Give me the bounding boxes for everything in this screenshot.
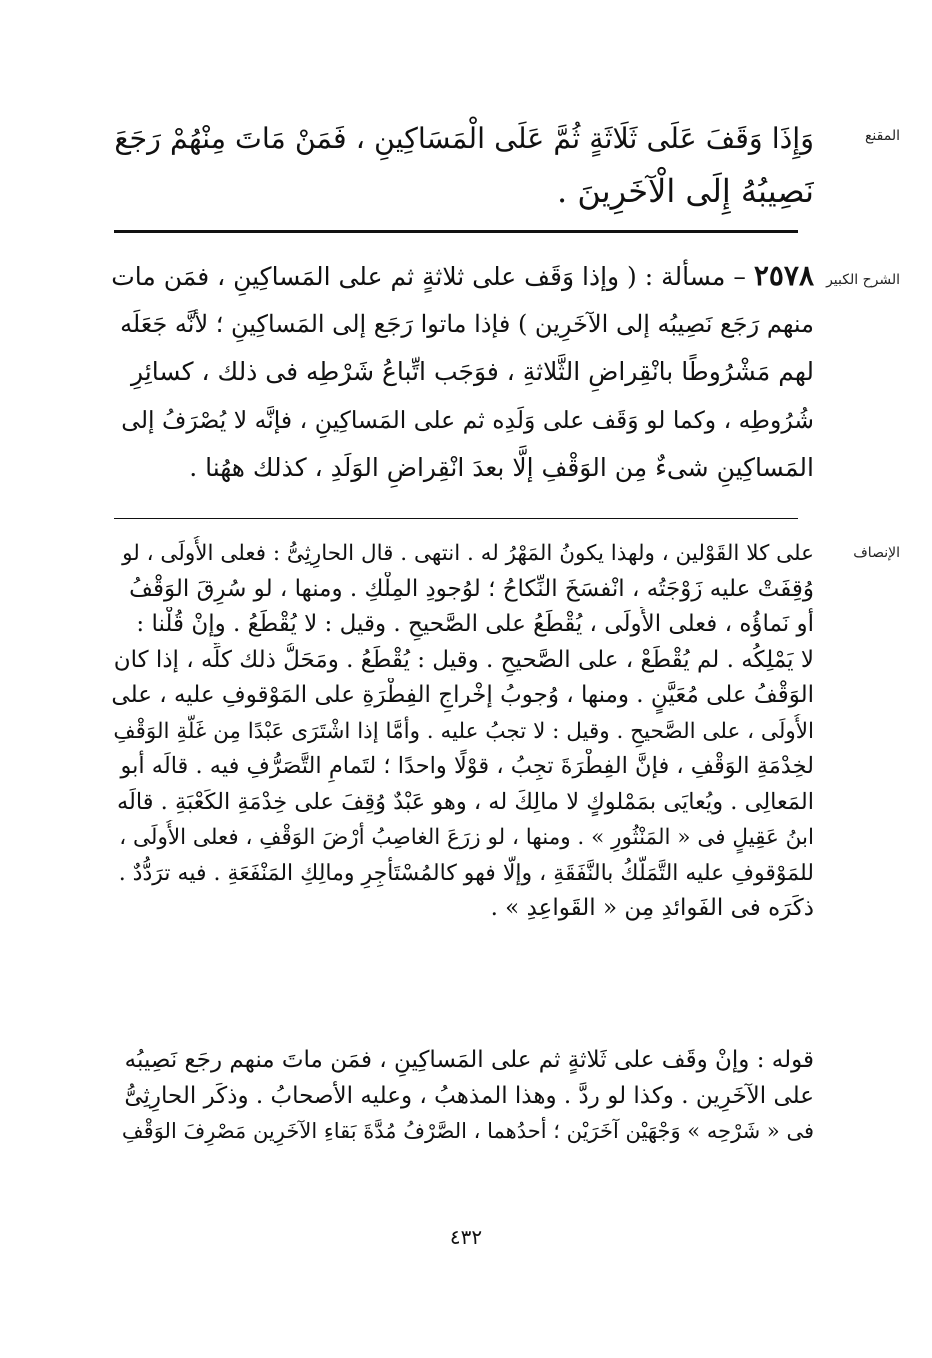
sharh-text: [110, 252, 814, 492]
insaf-line: للمَوْقوفِ عليه التَّمَلُّكُ بالنَّفَقَةِ ، وإلَّا فهو كالمُسْتَأْجِرِ ومالِكِ المَنْفَعَةِ . فيه ترَدُّدٌ .: [118, 860, 814, 886]
issue-number: ٢٥٧٨: [753, 259, 814, 292]
qawluh-text: [110, 1043, 814, 1150]
insaf-line: ذكَرَه فى الفَوائدِ مِن « القَواعِدِ » .: [490, 895, 814, 921]
sharh-first-line: [110, 252, 814, 300]
insaf-text: [110, 536, 814, 927]
section-divider-thin: [114, 518, 798, 519]
qawluh-line: على الآخَرِين . وكذا لو ردَّ . وهذا المذهبُ ، وعليه الأصحابُ . وذكَر الحارِثِىُّ: [124, 1082, 814, 1109]
qawluh-line: قوله : وإنْ وقَف على ثَلاثةٍ ثم على المَساكِينِ ، فمَن ماتَ منهم رجَع نَصِيبُه: [124, 1047, 814, 1073]
muqni-line: وَإِذَا وَقَفَ عَلَى ثَلَاثَةٍ ثُمَّ عَلَى الْمَسَاكِينِ ، فَمَنْ مَاتَ مِنْهُمْ رَجَعَ: [114, 122, 814, 155]
sharh-line: لهم مَشْرُوطًا بانْقِراضِ الثَّلاثةِ ، فوَجَب اتِّباعُ شَرْطِه فى ذلك ، كسائِرِ: [130, 357, 814, 386]
muqni-line: نَصِيبُهُ إِلَى الْآخَرِينَ .: [557, 172, 814, 210]
insaf-line: الأُولَى ، على الصَّحيحِ . وقيل : لا تجبُ عليه . وأمَّا إذا اشْتَرَى عَبْدًا مِن غَلَّةِ الوَقْفِ: [113, 718, 814, 744]
qawluh-line: فى « شَرْحِه » وَجْهَيْن آخَرَيْن ؛ أحدُهما ، الصَّرْفُ مُدَّةَ بَقاءِ الآخَرِين مَصْرِفَ الوَقْفِ: [121, 1119, 814, 1143]
insaf-line: المَعالِى . ويُعايَى بمَمْلوكٍ لا مالِكَ له ، وهو عَبْدٌ وُقِفَ على خِدْمَةِ الكَعْبَةِ . قالَه: [116, 788, 814, 815]
section-label-insaf: الإنصاف: [853, 545, 900, 561]
page-number: ٤٣٢: [449, 1225, 483, 1249]
section-label-muqni: المقنع: [864, 128, 900, 144]
sharh-line: المَساكِينِ شىءٌ مِن الوَقْفِ إلَّا بعدَ انْقِراضِ الوَلَدِ ، كذلك ههُنا .: [189, 453, 814, 482]
insaf-line: الوَقْفُ على مُعَيَّنٍ . ومنها ، وُجوبُ إخْراجِ الفِطْرَةِ على المَوْقوفِ عليه ، على: [111, 682, 814, 708]
sharh-line: – مسألة : ( وإذا وَقَف على ثلاثةٍ ثم على المَساكِينِ ، فمَن مات: [111, 262, 746, 291]
section-divider-thick: [114, 230, 798, 233]
section-label-sharh: الشرح الكبير: [826, 272, 900, 288]
insaf-line: أو نَماؤُه ، فعلى الأُولَى ، يُقْطَعُ على الصَّحيحِ . وقيل : لا يُقْطَعُ . وإنْ قُلْنا :: [136, 611, 814, 637]
insaf-line: لخِدْمَةِ الوَقْفِ ، فإنَّ الفِطْرَةَ تجِبُ ، قوْلًا واحدًا ؛ لتَمامِ التَّصَرُّفِ فيه . قالَه أبو: [120, 753, 814, 779]
insaf-line: ابنُ عَقِيلٍ فى « المَنْثُورِ » . ومنها ، لو زرَعَ الغاصِبُ أرْضَ الوَقْفِ ، فعلى الأُولَى ،: [119, 825, 814, 850]
insaf-line: وُقِفَتْ عليه زَوْجَتُه ، انْفسَخَ النِّكاحُ ؛ لوُجودِ المِلْكِ . ومنها ، لو سُرِقَ الوَقْفُ: [129, 575, 814, 602]
insaf-line: لا يَمْلِكُه . لم يُقْطَعْ ، على الصَّحيحِ . وقيل : يُقْطَعُ . ومَحَلُّ ذلك كلِّه ، إذا كان: [113, 646, 814, 673]
sharh-line: منهم رَجَع نَصِيبُه إلى الآخَرِين ) فإذا ماتوا رَجَع إلى المَساكِينِ ؛ لأنَّه جَعَلَه: [120, 310, 814, 338]
muqni-text: [110, 112, 814, 218]
insaf-line: على كلا القَوْلين ، ولهذا يكونُ المَهْرُ له . انتهى . قال الحارِثِىُّ : فعلى الأُولَى ، لو: [122, 541, 814, 566]
sharh-line: شُرُوطِه ، وكما لو وَقَف على وَلَدِه ثم على المَساكِينِ ، فإنَّه لا يُصْرَفُ إلى: [121, 406, 814, 434]
